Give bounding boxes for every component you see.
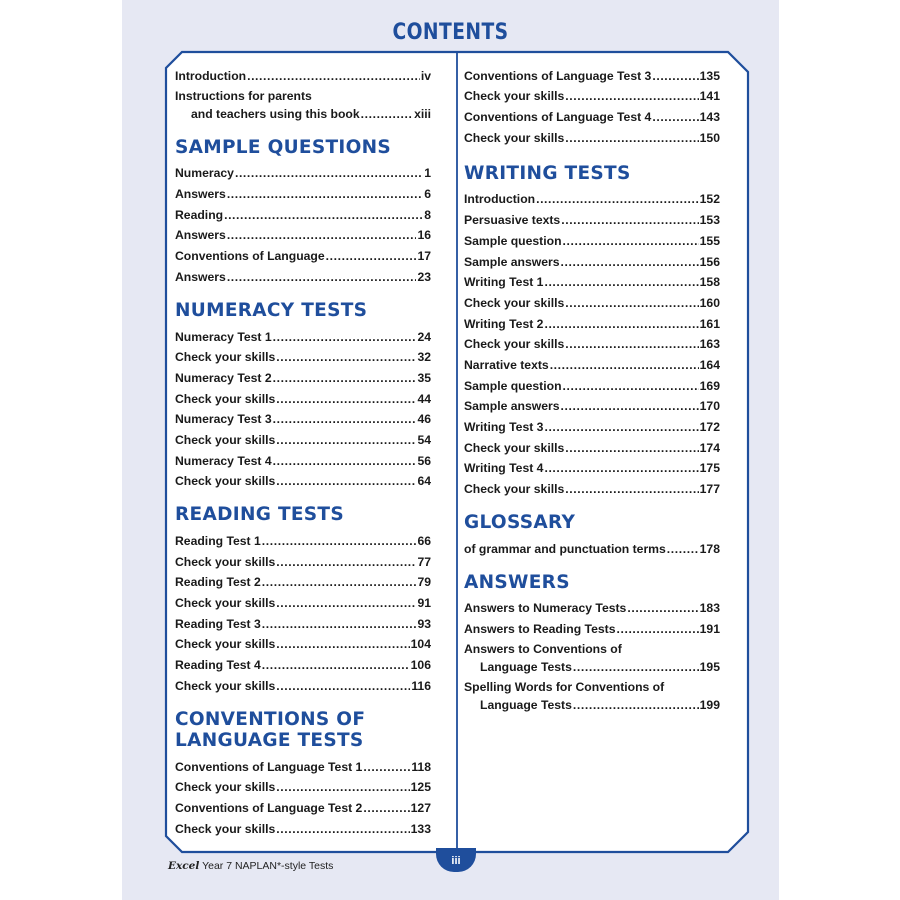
toc-entry-label: Sample question (464, 378, 562, 393)
toc-entry-page: 158 (699, 275, 720, 290)
toc-entry-label: Check your skills (464, 89, 565, 104)
section-heading-reading-tests: READING TESTS (175, 504, 344, 526)
toc-entry-label: Answers to Numeracy Tests (464, 601, 627, 616)
toc-entry-page: 77 (417, 554, 431, 569)
toc-entry-page: 106 (410, 658, 431, 673)
toc-entry-label: Persuasive texts (464, 213, 561, 228)
toc-entry-page: 32 (417, 350, 431, 365)
toc-entry-page: 174 (699, 440, 720, 455)
toc-entry-label: Conventions of Language Test 1 (175, 759, 363, 774)
toc-entry-page: 1 (424, 166, 431, 181)
toc-entry-label: Narrative texts (464, 357, 549, 372)
toc-entry-label: Reading Test 1 (175, 534, 261, 548)
toc-entry[interactable] (175, 794, 431, 815)
toc-entry-page: 56 (417, 453, 431, 468)
toc-entry-page: 93 (417, 616, 431, 631)
toc-entry[interactable] (175, 589, 431, 610)
toc-entry[interactable] (464, 475, 720, 496)
toc-entry-label: Writing Test 2 (464, 316, 544, 331)
left-column (175, 62, 431, 836)
toc-entry-page: 44 (417, 391, 431, 406)
toc-entry[interactable] (175, 610, 431, 631)
toc-entry-label: Conventions of Language (175, 249, 325, 264)
toc-entry[interactable] (464, 206, 720, 227)
toc-entry-label: Check your skills (464, 440, 565, 455)
toc-entry-label: Check your skills (175, 391, 276, 406)
toc-entry-label: of grammar and punctuation terms (464, 541, 666, 556)
toc-entry[interactable] (464, 227, 720, 248)
toc-entry[interactable] (175, 385, 431, 406)
toc-entry-page: 135 (699, 68, 720, 83)
toc-entry[interactable] (464, 615, 720, 636)
toc-entry-label: Check your skills (175, 432, 276, 447)
toc-entry-label: Numeracy Test 4 (175, 453, 272, 468)
toc-entry-page: 79 (417, 575, 431, 590)
toc-entry-label: Check your skills (175, 637, 276, 652)
toc-entry[interactable] (175, 242, 431, 263)
toc-entry-page: 191 (699, 622, 720, 637)
toc-entry[interactable] (464, 455, 720, 476)
contents-page (122, 0, 779, 900)
toc-entry[interactable] (464, 331, 720, 352)
toc-entry[interactable] (175, 160, 431, 181)
toc-entry-page: 54 (417, 432, 431, 447)
toc-entry[interactable] (175, 364, 431, 385)
toc-entry[interactable] (175, 527, 431, 548)
brand-logo: Excel (168, 860, 200, 872)
toc-entry[interactable] (175, 569, 431, 590)
footer-book-title: Excel Year 7 NAPLAN*-style Tests (168, 860, 334, 872)
toc-entry-label: Writing Test 4 (464, 461, 544, 476)
toc-entry-label: Sample question (464, 233, 562, 248)
toc-entry[interactable] (175, 548, 431, 569)
toc-entry-label: Writing Test 1 (464, 275, 544, 290)
toc-entry-label: Check your skills (464, 482, 565, 497)
toc-entry-page: 153 (699, 213, 720, 228)
toc-entry-page: 163 (699, 337, 720, 352)
toc-entry-label: Answers (175, 269, 226, 284)
toc-entry-page: 172 (699, 420, 720, 434)
toc-entry-page: 23 (417, 269, 431, 284)
toc-entry-page: 178 (699, 541, 720, 556)
toc-entry-page: 104 (410, 637, 431, 652)
toc-entry-page: 91 (417, 596, 431, 611)
toc-entry[interactable] (464, 248, 720, 269)
toc-entry-page: 143 (699, 110, 720, 125)
toc-entry[interactable]: Spelling Words for Conventions of Language Tests ..... 199 (464, 674, 720, 712)
toc-entry-label: Answers to Reading Tests (464, 622, 616, 637)
toc-entry-page: 17 (417, 249, 431, 264)
page-number-badge: iii (436, 848, 476, 872)
toc-entry[interactable] (175, 753, 431, 774)
toc-entry-label: Introduction (464, 192, 536, 207)
toc-entry-label: Numeracy (175, 166, 234, 181)
toc-entry[interactable] (175, 406, 431, 427)
toc-entry-page: 6 (424, 187, 431, 202)
section-heading-glossary: GLOSSARY (464, 512, 576, 534)
toc-entry-page: 64 (417, 474, 431, 489)
toc-entry[interactable] (464, 595, 720, 616)
section-heading-conventions-tests: CONVENTIONS OF LANGUAGE TESTS (175, 708, 366, 751)
toc-entry-page: 155 (699, 233, 720, 248)
toc-entry[interactable] (464, 289, 720, 310)
toc-entry-label: Check your skills (175, 474, 276, 489)
toc-entry-label: Numeracy Test 1 (175, 329, 272, 344)
toc-entry-instructions[interactable]: Instructions for parents and teachers using this book ..... xiii (175, 83, 431, 121)
toc-entry-label: Numeracy Test 2 (175, 370, 272, 385)
toc-entry[interactable] (464, 393, 720, 414)
toc-entry-label: Check your skills (175, 596, 276, 611)
toc-entry-page: 183 (699, 601, 720, 616)
section-heading-answers: ANSWERS (464, 571, 570, 593)
toc-entry[interactable] (175, 468, 431, 489)
toc-entry-page: 127 (410, 800, 431, 815)
toc-entry[interactable] (464, 351, 720, 372)
toc-entry[interactable] (464, 124, 720, 145)
toc-entry-page: 164 (699, 357, 720, 372)
toc-entry-page: 35 (417, 370, 431, 385)
toc-entry-label: Answers (175, 228, 226, 243)
toc-entry-page: 116 (411, 678, 431, 693)
toc-entry[interactable]: Introduction ..... iv (175, 62, 431, 83)
toc-entry-label: Check your skills (175, 821, 276, 836)
toc-entry[interactable] (175, 263, 431, 284)
toc-entry-label: Reading Test 3 (175, 616, 261, 631)
toc-entry[interactable] (464, 413, 720, 434)
toc-entry-label: Reading (175, 207, 224, 222)
toc-entry[interactable] (175, 631, 431, 652)
toc-entry-label: Writing Test 3 (464, 420, 544, 434)
section-heading-numeracy-tests: NUMERACY TESTS (175, 299, 368, 321)
toc-entry[interactable] (175, 323, 431, 344)
toc-entry[interactable] (175, 426, 431, 447)
toc-entry[interactable] (175, 774, 431, 795)
toc-entry[interactable]: Answers to Conventions of Language Tests ..... 195 (464, 636, 720, 674)
toc-entry-label: Check your skills (175, 554, 276, 569)
toc-entry-page: 169 (699, 378, 720, 393)
toc-entry-page: 161 (699, 316, 720, 331)
toc-entry[interactable] (175, 180, 431, 201)
toc-entry[interactable] (464, 62, 720, 83)
toc-entry[interactable] (175, 344, 431, 365)
toc-entry[interactable] (175, 222, 431, 243)
toc-entry[interactable] (175, 447, 431, 468)
toc-entry[interactable] (464, 103, 720, 124)
toc-entry-page: 16 (417, 228, 431, 243)
toc-entry[interactable] (464, 372, 720, 393)
toc-entry-page: 177 (699, 482, 720, 497)
toc-entry[interactable] (175, 201, 431, 222)
toc-entry-page: 175 (699, 461, 720, 476)
section-heading-writing-tests: WRITING TESTS (464, 162, 631, 184)
toc-entry-page: 150 (699, 130, 720, 145)
toc-entry-page: 152 (699, 192, 720, 207)
toc-entry-label: Check your skills (464, 295, 565, 310)
toc-entry[interactable] (175, 651, 431, 672)
toc-entry-page: 46 (417, 412, 431, 427)
toc-entry-page: 8 (424, 207, 431, 222)
toc-entry-label: Conventions of Language Test 2 (175, 800, 363, 815)
toc-entry-label: Check your skills (175, 678, 276, 693)
toc-entry-page: 156 (699, 254, 720, 269)
toc-entry-label: Reading Test 2 (175, 575, 261, 590)
toc-entry[interactable] (464, 83, 720, 104)
toc-entry[interactable] (464, 269, 720, 290)
toc-entry-label: Sample answers (464, 254, 560, 269)
toc-entry-label: Numeracy Test 3 (175, 412, 272, 427)
toc-entry-page: 133 (410, 821, 431, 836)
toc-entry-label: Check your skills (175, 780, 276, 795)
toc-entry-label: Check your skills (464, 337, 565, 352)
toc-entry-label: Check your skills (464, 130, 565, 145)
toc-entry-page: 118 (411, 759, 431, 774)
toc-entry[interactable] (464, 186, 720, 207)
toc-entry[interactable] (175, 815, 431, 836)
page-title: CONTENTS (392, 20, 509, 45)
right-column (464, 62, 720, 712)
toc-entry-page: 66 (417, 534, 431, 548)
toc-entry-label: Answers (175, 187, 226, 202)
toc-entry-label: Conventions of Language Test 4 (464, 110, 652, 125)
toc-entry[interactable] (464, 434, 720, 455)
toc-entry-label: Check your skills (175, 350, 276, 365)
toc-entry-page: 24 (417, 329, 431, 344)
toc-entry[interactable] (464, 535, 720, 556)
toc-entry-page: 170 (699, 399, 720, 414)
toc-entry-label: Sample answers (464, 399, 560, 414)
toc-entry-page: 125 (410, 780, 431, 795)
toc-entry-page: 141 (699, 89, 720, 104)
toc-entry-label: Reading Test 4 (175, 658, 261, 673)
toc-entry[interactable] (464, 310, 720, 331)
toc-entry-label: Conventions of Language Test 3 (464, 68, 652, 83)
section-heading-sample-questions: SAMPLE QUESTIONS (175, 136, 392, 158)
toc-entry[interactable] (175, 672, 431, 693)
toc-entry-page: 160 (699, 295, 720, 310)
